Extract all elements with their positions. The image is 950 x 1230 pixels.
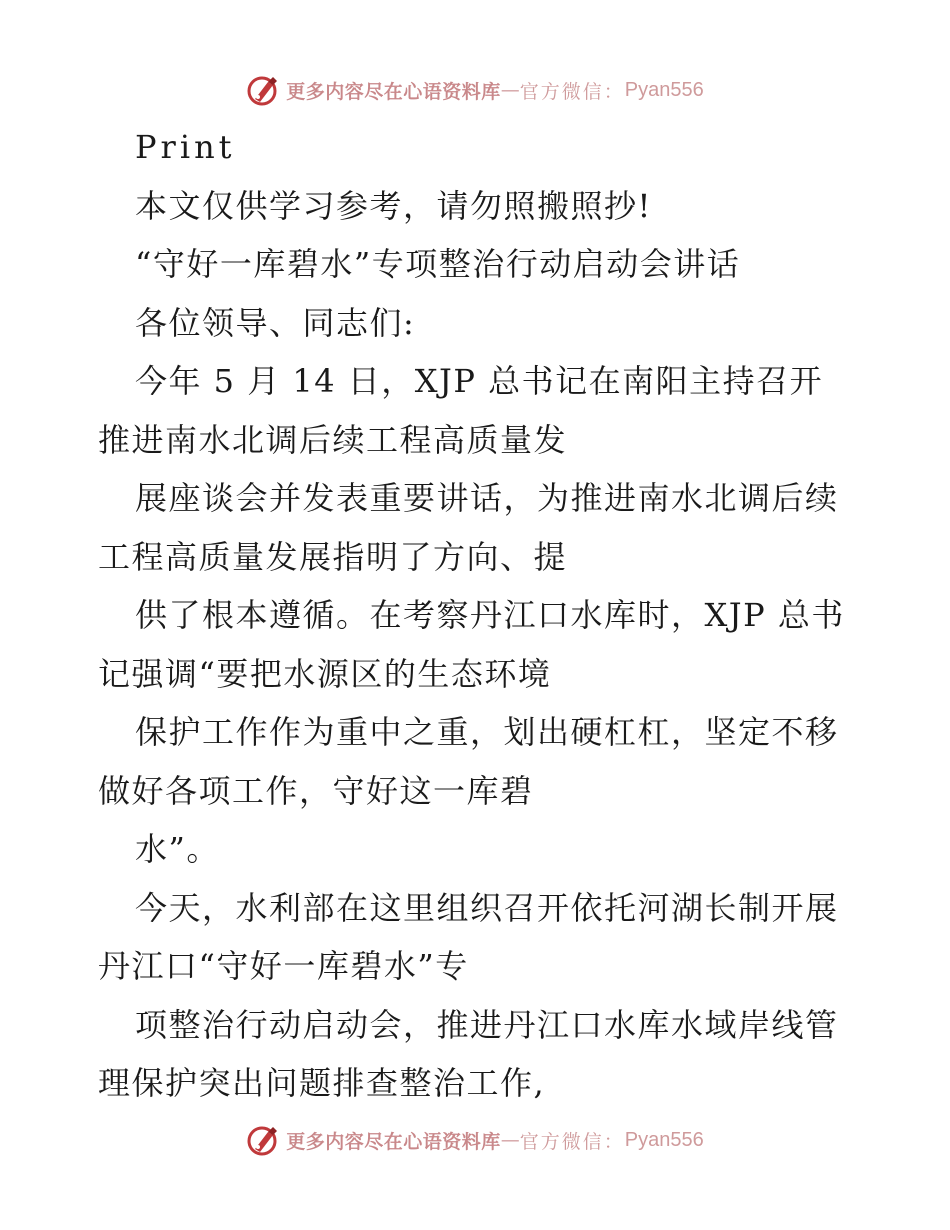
text-line: 项整治行动启动会，推进丹江口水库水域岸线管 bbox=[135, 1005, 839, 1044]
watermark-separator: — bbox=[500, 1129, 520, 1151]
text-line: 今天，水利部在这里组织召开依托河湖长制开展 bbox=[135, 888, 839, 927]
watermark-wechat-id: Pyan556 bbox=[624, 78, 704, 101]
salutation-line: 各位领导、同志们: bbox=[135, 303, 416, 342]
text-line: 丹江口“守好一库碧水”专 bbox=[98, 947, 469, 985]
header-watermark bbox=[0, 70, 950, 110]
watermark-text: 更多内容尽在心语资料库 bbox=[286, 1130, 501, 1153]
text-line: 今年 5 月 14 日，XJP 总书记在南阳主持召开 bbox=[135, 362, 824, 400]
document-title: “守好一库碧水”专项整治行动启动会讲话 bbox=[135, 245, 741, 283]
watermark-wechat-label: 官方微信： bbox=[519, 1130, 625, 1153]
text-line: 记强调“要把水源区的生态环境 bbox=[98, 654, 552, 693]
disclaimer-line: 本文仅供学习参考，请勿照搬照抄! bbox=[135, 186, 652, 225]
document-body bbox=[98, 118, 858, 1113]
watermark-wechat-label: 官方微信： bbox=[519, 80, 625, 103]
text-line: 水”。 bbox=[135, 830, 220, 868]
watermark-wechat-id: Pyan556 bbox=[624, 1128, 704, 1151]
text-line: 理保护突出问题排查整治工作, bbox=[98, 1064, 546, 1102]
text-line: 展座谈会并发表重要讲话，为推进南水北调后续 bbox=[135, 479, 839, 517]
text-line: 做好各项工作，守好这一库碧 bbox=[98, 771, 534, 810]
watermark-text: 更多内容尽在心语资料库 bbox=[286, 80, 501, 103]
pen-logo-icon bbox=[246, 73, 280, 107]
text-line: 保护工作作为重中之重，划出硬杠杠，坚定不移 bbox=[135, 713, 839, 751]
print-label: Print bbox=[135, 128, 236, 166]
text-line: 工程高质量发展指明了方向、提 bbox=[98, 537, 568, 576]
footer-watermark bbox=[0, 1120, 950, 1160]
watermark-separator: — bbox=[500, 79, 520, 101]
text-line: 供了根本遵循。在考察丹江口水库时，XJP 总书 bbox=[135, 596, 845, 634]
text-line: 推进南水北调后续工程高质量发 bbox=[98, 420, 568, 459]
pen-logo-icon bbox=[246, 1123, 280, 1157]
